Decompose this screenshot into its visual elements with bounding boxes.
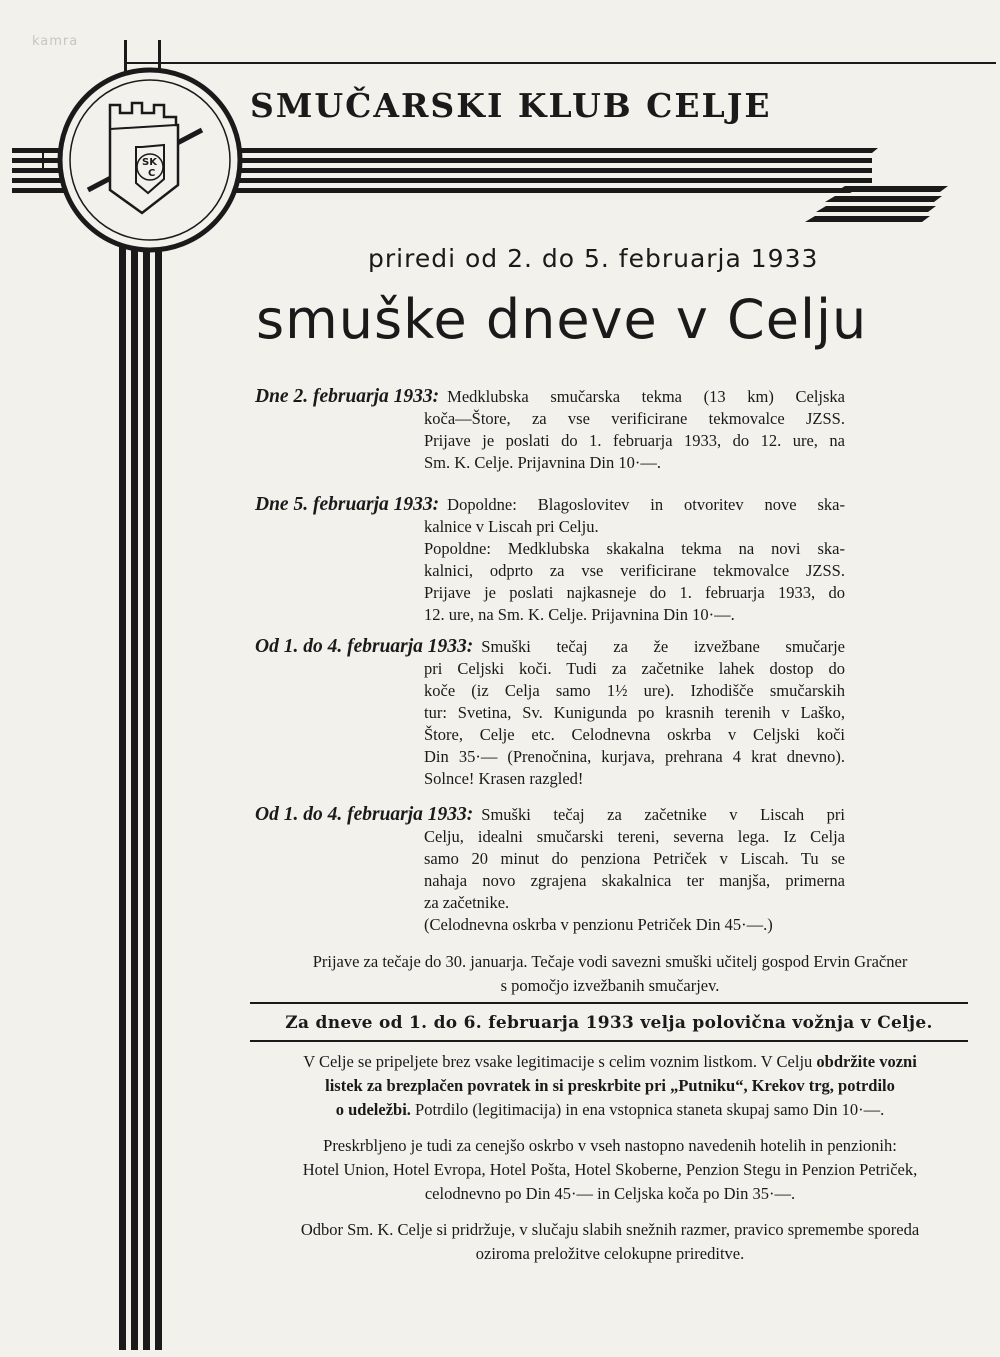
event-date: Od 1. do 4. februarja 1933:	[255, 636, 474, 657]
text-span-bold: obdržite vozni	[816, 1052, 917, 1071]
text-line-bold: listek za brezplačen povratek in si preskrbite pri „Putniku“, Krekov trg, potrdilo	[325, 1076, 895, 1095]
event-line: Prijave je poslati do 1. februarja 1933, do 12. ure, na	[424, 431, 845, 450]
event-line: (Celodnevna oskrba v penzionu Petriček Din 45·—.)	[424, 915, 773, 934]
event-subline: priredi od 2. do 5. februarja 1933	[368, 244, 819, 273]
event-line: Popoldne: Medklubska skakalna tekma na novi ska-	[424, 539, 845, 558]
event-line: Celju, idealni smučarski tereni, severna lega. Iz Celja	[424, 827, 845, 846]
event-line: Din 35·— (Prenočnina, kurjava, prehrana 4 krat dnevno).	[424, 747, 845, 766]
divider-bottom	[250, 1040, 968, 1042]
event-date: Dne 2. februarja 1933:	[255, 386, 440, 407]
event-line: Dopoldne: Blagoslovitev in otvoritev nove ska-	[447, 495, 845, 514]
text-line: Hotel Union, Hotel Evropa, Hotel Pošta, Hotel Skoberne, Penzion Stegu in Penzion Petriček,	[302, 1160, 918, 1179]
event-date: Dne 5. februarja 1933:	[255, 494, 440, 515]
text-line: Odbor Sm. K. Celje si pridržuje, v slučaju slabih snežnih razmer, pravico spremembe sporeda	[300, 1220, 920, 1239]
event-line: Smuški tečaj za začetnike v Liscah pri	[481, 805, 845, 824]
event-3	[255, 636, 845, 790]
event-line: Štore, Celje etc. Celodnevna oskrba v Celjski koči	[424, 725, 845, 744]
logo-monogram-bottom: C	[148, 168, 156, 179]
closing-paragraph	[250, 1218, 970, 1266]
event-line: koča—Štore, za vse verificirane tekmovalce JZSS.	[424, 409, 845, 428]
text-line: s pomočjo izvežbanih smučarjev.	[500, 976, 720, 995]
event-line: Smuški tečaj za že izvežbane smučarje	[481, 637, 845, 656]
headline: smuške dneve v Celju	[256, 288, 868, 351]
text-line: oziroma preložitve celokupne prireditve.	[475, 1244, 745, 1263]
event-line: 12. ure, na Sm. K. Celje. Prijavnina Din 10·—.	[424, 605, 735, 624]
club-title: SMUČARSKI KLUB CELJE	[250, 86, 772, 125]
event-line: kalnice v Liscah pri Celju.	[424, 517, 599, 536]
applications-paragraph	[250, 950, 970, 998]
travel-paragraph	[250, 1050, 970, 1122]
event-line: kalnici, odprto za vse verificirane tekmovalce JZSS.	[424, 561, 845, 580]
event-2	[255, 494, 845, 626]
event-line: Prijave je poslati najkasneje do 1. februarja 1933, do	[424, 583, 845, 602]
event-line: koče (iz Celja samo 1½ ure). Izhodišče smučarskih	[424, 681, 845, 700]
text-span: Potrdilo (legitimacija) in ena vstopnica staneta skupaj samo Din 10·—.	[410, 1100, 885, 1119]
text-line: Prijave za tečaje do 30. januarja. Tečaje vodi savezni smuški učitelj gospod Ervin Gračner	[312, 952, 908, 971]
event-line: za začetnike.	[424, 893, 510, 912]
event-4	[255, 804, 845, 936]
text-line: celodnevno po Din 45·— in Celjska koča po Din 35·—.	[424, 1184, 796, 1203]
watermark: kamra	[32, 34, 79, 49]
event-line: tur: Svetina, Sv. Kunigunda po krasnih terenih v Laško,	[424, 703, 845, 722]
event-date: Od 1. do 4. februarja 1933:	[255, 804, 474, 825]
event-line: pri Celjski koči. Tudi za začetnike lahek dostop do	[424, 659, 845, 678]
event-line: Sm. K. Celje. Prijavnina Din 10·—.	[424, 453, 661, 472]
event-line: samo 20 minut do penziona Petriček v Liscah. Tu se	[424, 849, 845, 868]
divider-top	[250, 1002, 968, 1004]
event-1	[255, 386, 845, 474]
event-line: Solnce! Krasen razgled!	[424, 769, 584, 788]
text-span-bold: o udeležbi.	[335, 1100, 411, 1119]
logo-monogram-top: SK	[142, 157, 157, 168]
event-line: Medklubska smučarska tekma (13 km) Celjska	[447, 387, 845, 406]
event-line: nahaja novo zgrajena skakalnica ter manjša, primerna	[424, 871, 845, 890]
lodging-paragraph	[250, 1134, 970, 1206]
text-span: V Celje se pripeljete brez vsake legitimacije s celim voznim listkom. V Celju	[303, 1052, 817, 1071]
travel-banner: Za dneve od 1. do 6. februarja 1933 velja polovična vožnja v Celje.	[285, 1013, 933, 1033]
text-line: Preskrbljeno je tudi za cenejšo oskrbo v vseh nastopno navedenih hotelih in penzionih:	[323, 1136, 897, 1155]
